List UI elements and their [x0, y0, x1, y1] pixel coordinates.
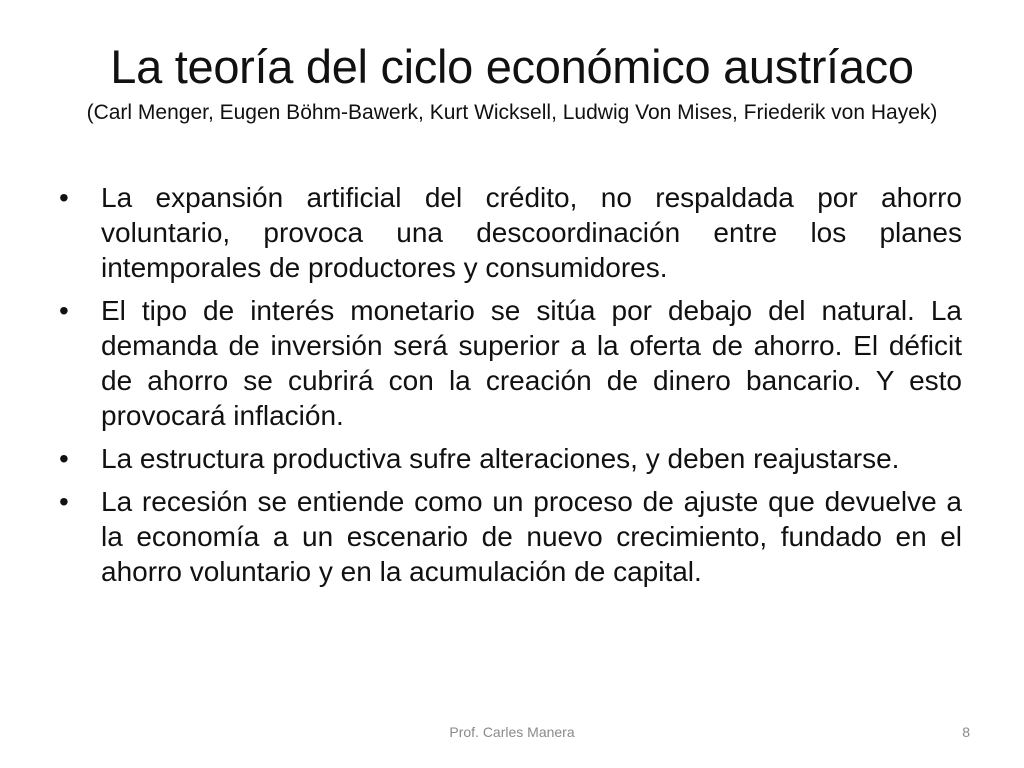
slide-title: La teoría del ciclo económico austríaco — [110, 40, 914, 93]
bullet-item — [56, 484, 962, 589]
bullet-text: La estructura productiva sufre alteraciones, y deben reajustarse. — [101, 443, 900, 474]
bullet-dot-icon: • — [59, 295, 69, 326]
bullet-dot-icon: • — [59, 443, 69, 474]
bullet-text: La recesión se entiende como un proceso de ajuste que devuelve a la economía a un escenario de nuevo crecimiento, fundado en el ahorro voluntario y en la acumulación de capital. — [101, 486, 962, 587]
slide-subtitle: (Carl Menger, Eugen Böhm-Bawerk, Kurt Wicksell, Ludwig Von Mises, Friederik von Hayek) — [86, 101, 938, 124]
page-number: 8 — [962, 724, 970, 740]
bullet-dot-icon: • — [59, 182, 69, 213]
bullet-text: La expansión artificial del crédito, no respaldada por ahorro voluntario, provoca una descoordinación entre los planes intemporales de productores y consumidores. — [101, 182, 962, 283]
bullet-list — [56, 180, 962, 597]
bullet-text: El tipo de interés monetario se sitúa por debajo del natural. La demanda de inversión será superior a la oferta de ahorro. El déficit de ahorro se cubrirá con la creación de dinero bancario. Y esto provocará inflación. — [101, 295, 962, 431]
bullet-dot-icon: • — [59, 486, 69, 517]
footer-author: Prof. Carles Manera — [449, 724, 575, 740]
bullet-item — [56, 441, 962, 476]
bullet-item — [56, 180, 962, 285]
bullet-item — [56, 293, 962, 433]
title-block — [40, 38, 984, 127]
